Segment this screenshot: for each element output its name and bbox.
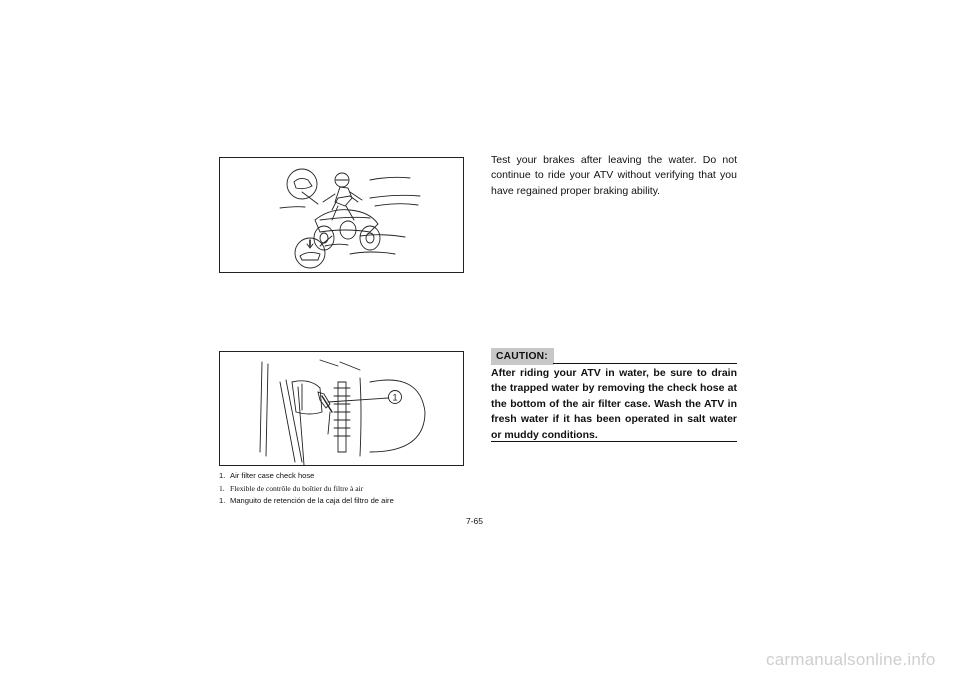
caption-english [219,470,479,483]
caution-header [491,348,737,366]
air-filter-drawing [220,352,463,465]
caption-text: Flexible de contrôle du boîtier du filtre à air [230,483,364,493]
caution-bottom-rule [491,441,737,442]
caption-number: 1. [219,496,226,506]
caption-spanish [219,495,479,508]
brake-test-illustration [219,157,464,273]
watermark: carmanualsonline.info [766,650,936,669]
caution-top-rule [553,363,737,364]
figure-captions [219,470,479,508]
atv-rider-drawing [220,158,463,272]
caution-text: After riding your ATV in water, be sure to drain the trapped water by removing the check hose at the bottom of the air filter case. Wash the ATV in fresh water if it has been operated in salt water or muddy conditions. [491,367,737,441]
brake-test-paragraph: Test your brakes after leaving the water. Do not continue to ride your ATV without verifying that you have regained proper braking ability. [491,154,737,197]
caption-text: Air filter case check hose [230,471,315,480]
callout-number: 1 [392,392,398,403]
page-number: 7-65 [466,516,484,526]
check-hose-illustration [219,351,464,466]
caption-text: Manguito de retención de la caja del filtro de aire [230,496,394,506]
caption-number: 1. [219,483,225,493]
caution-label: CAUTION: [491,348,554,365]
caption-french [219,483,479,496]
caption-number: 1. [219,471,226,480]
